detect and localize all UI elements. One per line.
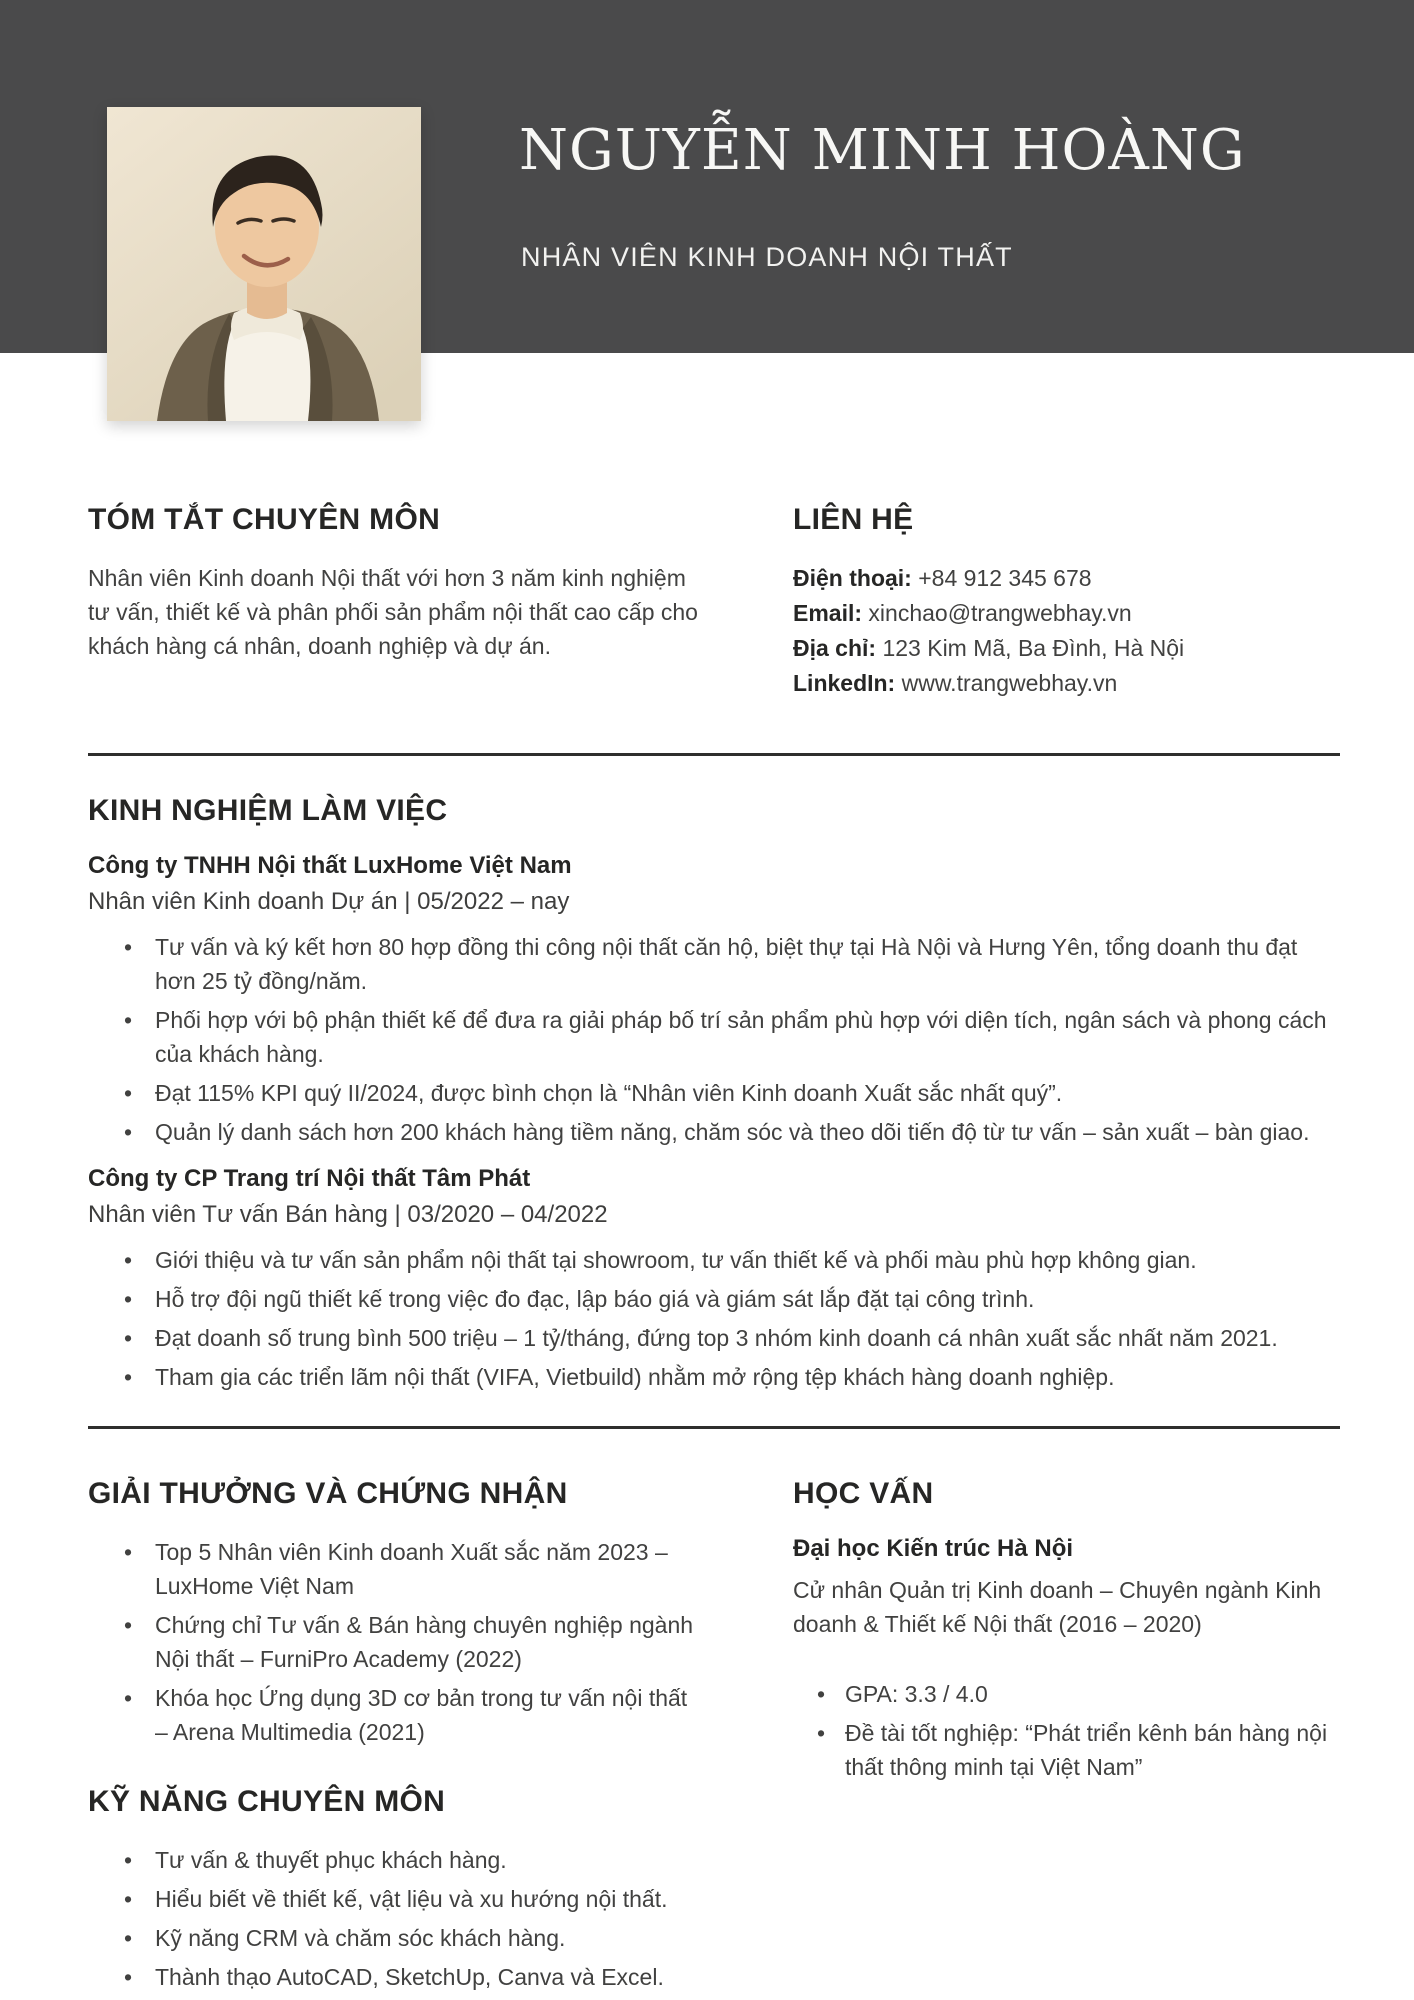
section-divider [88,753,1340,756]
summary-section [88,503,705,701]
role-and-dates: Nhân viên Tư vấn Bán hàng | 03/2020 – 04/2022 [88,1201,608,1228]
job-bullet: • Hỗ trợ đội ngũ thiết kế trong việc đo đạc, lập báo giá và giám sát lắp đặt tại công trình. [155,1282,1340,1316]
contact-label: Địa chỉ: [793,635,877,661]
experience-section [88,794,1340,1394]
contact-value: www.trangwebhay.vn [901,670,1118,696]
summary-text: Nhân viên Kinh doanh Nội thất với hơn 3 năm kinh nghiệm tư vấn, thiết kế và phân phối sản phẩm nội thất cao cấp cho khách hàng cá nhân, doanh nghiệp và dự án. [88,565,698,659]
contact-value: 123 Kim Mã, Ba Đình, Hà Nội [882,635,1185,661]
education-item: • GPA: 3.3 / 4.0 [845,1677,1340,1711]
award-item: • Top 5 Nhân viên Kinh doanh Xuất sắc năm 2023 – LuxHome Việt Nam [155,1535,705,1603]
candidate-job-title: NHÂN VIÊN KINH DOANH NỘI THẤT [521,242,1013,272]
education-item: • Đề tài tốt nghiệp: “Phát triển kênh bán hàng nội thất thông minh tại Việt Nam” [845,1716,1340,1784]
contact-item-email [793,596,1340,631]
portrait-illustration [107,107,421,421]
degree-line: Cử nhân Quản trị Kinh doanh – Chuyên ngành Kinh doanh & Thiết kế Nội thất (2016 – 2020) [793,1577,1322,1637]
contact-item-linkedin [793,666,1340,701]
summary-heading: TÓM TẮT CHUYÊN MÔN [88,503,441,536]
awards-section [88,1477,705,1749]
award-item: • Khóa học Ứng dụng 3D cơ bản trong tư vấn nội thất – Arena Multimedia (2021) [155,1681,705,1749]
skill-item: • Tư vấn & thuyết phục khách hàng. [155,1843,705,1877]
school-name: Đại học Kiến trúc Hà Nội [793,1535,1074,1562]
job-bullet: • Đạt 115% KPI quý II/2024, được bình chọn là “Nhân viên Kinh doanh Xuất sắc nhất quý”. [155,1076,1340,1110]
education-list [793,1677,1340,1784]
company-name: Công ty CP Trang trí Nội thất Tâm Phát [88,1165,531,1192]
bottom-section [88,1477,1340,1999]
bottom-left-column [88,1477,705,1999]
candidate-name: NGUYỄN MINH HOÀNG [519,118,1246,183]
skills-list [88,1843,705,1994]
experience-heading: KINH NGHIỆM LÀM VIỆC [88,794,448,827]
contact-heading: LIÊN HỆ [793,503,914,536]
profile-photo [107,107,421,421]
resume-body [0,353,1414,1999]
contact-item-phone [793,561,1340,596]
skill-item: • Hiểu biết về thiết kế, vật liệu và xu hướng nội thất. [155,1882,705,1916]
awards-list [88,1535,705,1749]
top-section [88,503,1340,701]
contact-section [793,503,1340,701]
company-name: Công ty TNHH Nội thất LuxHome Việt Nam [88,852,572,879]
contact-label: LinkedIn: [793,670,896,696]
contact-item-address [793,631,1340,666]
section-divider [88,1426,1340,1429]
contact-value: xinchao@trangwebhay.vn [868,600,1132,626]
contact-label: Điện thoại: [793,565,912,591]
job-entry [88,852,1340,1149]
job-bullet-list [88,930,1340,1149]
contact-value: +84 912 345 678 [918,565,1092,591]
job-bullet-list [88,1243,1340,1394]
education-section [793,1477,1340,1999]
job-bullet: • Tư vấn và ký kết hơn 80 hợp đồng thi công nội thất căn hộ, biệt thự tại Hà Nội và Hưng Yên, tổng doanh thu đạt hơn 25 tỷ đồng/năm. [155,930,1340,998]
job-bullet: • Tham gia các triển lãm nội thất (VIFA, Vietbuild) nhằm mở rộng tệp khách hàng doanh nghiệp. [155,1360,1340,1394]
skill-item: • Kỹ năng CRM và chăm sóc khách hàng. [155,1921,705,1955]
role-and-dates: Nhân viên Kinh doanh Dự án | 05/2022 – nay [88,888,570,915]
awards-heading: GIẢI THƯỞNG VÀ CHỨNG NHẬN [88,1477,568,1510]
job-bullet: • Quản lý danh sách hơn 200 khách hàng tiềm năng, chăm sóc và theo dõi tiến độ từ tư vấn – sản xuất – bàn giao. [155,1115,1340,1149]
contact-label: Email: [793,600,863,626]
skill-item: • Thành thạo AutoCAD, SketchUp, Canva và Excel. [155,1960,705,1994]
job-entry [88,1165,1340,1394]
skills-section [88,1785,705,1994]
education-heading: HỌC VẤN [793,1477,934,1510]
job-bullet: • Giới thiệu và tư vấn sản phẩm nội thất tại showroom, tư vấn thiết kế và phối màu phù hợp không gian. [155,1243,1340,1277]
skills-heading: KỸ NĂNG CHUYÊN MÔN [88,1785,446,1818]
award-item: • Chứng chỉ Tư vấn & Bán hàng chuyên nghiệp ngành Nội thất – FurniPro Academy (2022) [155,1608,705,1676]
job-bullet: • Đạt doanh số trung bình 500 triệu – 1 tỷ/tháng, đứng top 3 nhóm kinh doanh cá nhân xuất sắc nhất năm 2021. [155,1321,1340,1355]
job-bullet: • Phối hợp với bộ phận thiết kế để đưa ra giải pháp bố trí sản phẩm phù hợp với diện tích, ngân sách và phong cách của khách hàng. [155,1003,1340,1071]
